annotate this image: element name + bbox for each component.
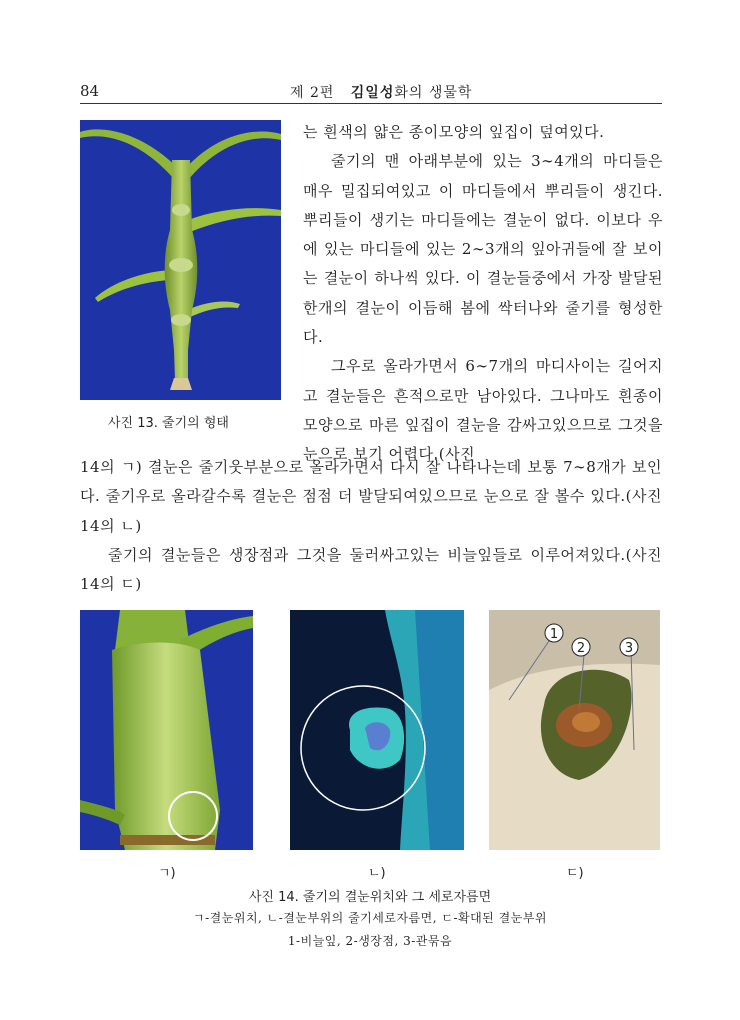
page-number: 84 — [80, 82, 100, 100]
stem-node-illustration — [80, 610, 253, 850]
paragraph: 는 흰색의 얇은 종이모양의 잎집이 덮여있다. — [303, 123, 605, 141]
svg-text:3: 3 — [624, 641, 634, 656]
marker-1 — [545, 624, 563, 642]
bud-detail-illustration — [489, 610, 660, 850]
running-head-part: 제 2편 — [290, 85, 335, 101]
figure-14-legend-line-1: ㄱ-결눈위치, ㄴ-결눈부위의 줄기세로자름면, ㄷ-확대된 결눈부위 — [193, 911, 547, 925]
photo-14c-enlarged-bud — [489, 610, 660, 850]
sub-label-b: ㄴ) — [368, 866, 386, 881]
photo-14b-longitudinal-section — [290, 610, 464, 850]
svg-text:1: 1 — [549, 627, 559, 642]
stem-illustration — [80, 120, 281, 400]
wrapped-text-block — [303, 118, 663, 470]
paragraph: 줄기의 결눈들은 생장점과 그것을 둘러싸고있는 비늘잎들로 이루어져있다.(사진 14의 ㄷ) — [80, 545, 662, 594]
paragraph: 14의 ㄱ) 결눈은 줄기웃부분으로 올라가면서 다시 잘 나타나는데 보통 7∼8개가 보인다. 줄기우로 올라갈수록 결눈은 점점 더 발달되여있으므로 눈으로 잘 볼수 있다.(사진 14의 ㄴ) — [80, 458, 662, 535]
running-head — [290, 82, 472, 102]
paragraph: 줄기의 맨 아래부분에 있는 3∼4개의 마디들은 매우 밀집되여있고 이 마디들에서 뿌리들이 생긴다. 뿌리들이 생기는 마디들에는 결눈이 없다. 이보다 우에 있는 마디들에 있는 2∼3개의 잎아귀들에 잘 보이는 결눈이 하나씩 있다. 이 결눈들중에서 가장 발달된 한개의 결눈이 이듬해 봄에 싹터나와 줄기를 형성한다. — [303, 152, 663, 347]
figure-14-caption: 사진 14. 줄기의 결눈위치와 그 세로자름면 — [248, 890, 492, 905]
section-illustration — [290, 610, 464, 850]
figure-14-legend-line-2: 1-비늘잎, 2-생장점, 3-관묶음 — [287, 934, 453, 948]
marker-3 — [620, 638, 638, 656]
paragraph: 그우로 올라가면서 6∼7개의 마디사이는 길어지고 결눈들은 흔적으로만 남아있다. 그나마도 흰종이모양으로 마른 잎집이 결눈을 감싸고있으므로 그것을 눈으로 보기 어렵다.(사진 — [303, 357, 663, 464]
running-head-title: 화의 생물학 — [394, 85, 473, 101]
figure-13-caption: 사진 13. 줄기의 형태 — [108, 416, 229, 431]
photo-13-stem — [80, 120, 281, 400]
sub-label-c: ㄷ) — [566, 866, 584, 881]
svg-text:2: 2 — [576, 641, 586, 656]
sub-label-a: ㄱ) — [158, 866, 176, 881]
running-head-name: 김일성 — [350, 85, 395, 101]
full-width-text-block — [80, 453, 662, 599]
marker-2 — [572, 638, 590, 656]
header-rule — [80, 103, 662, 104]
photo-14a-bud-position — [80, 610, 253, 850]
